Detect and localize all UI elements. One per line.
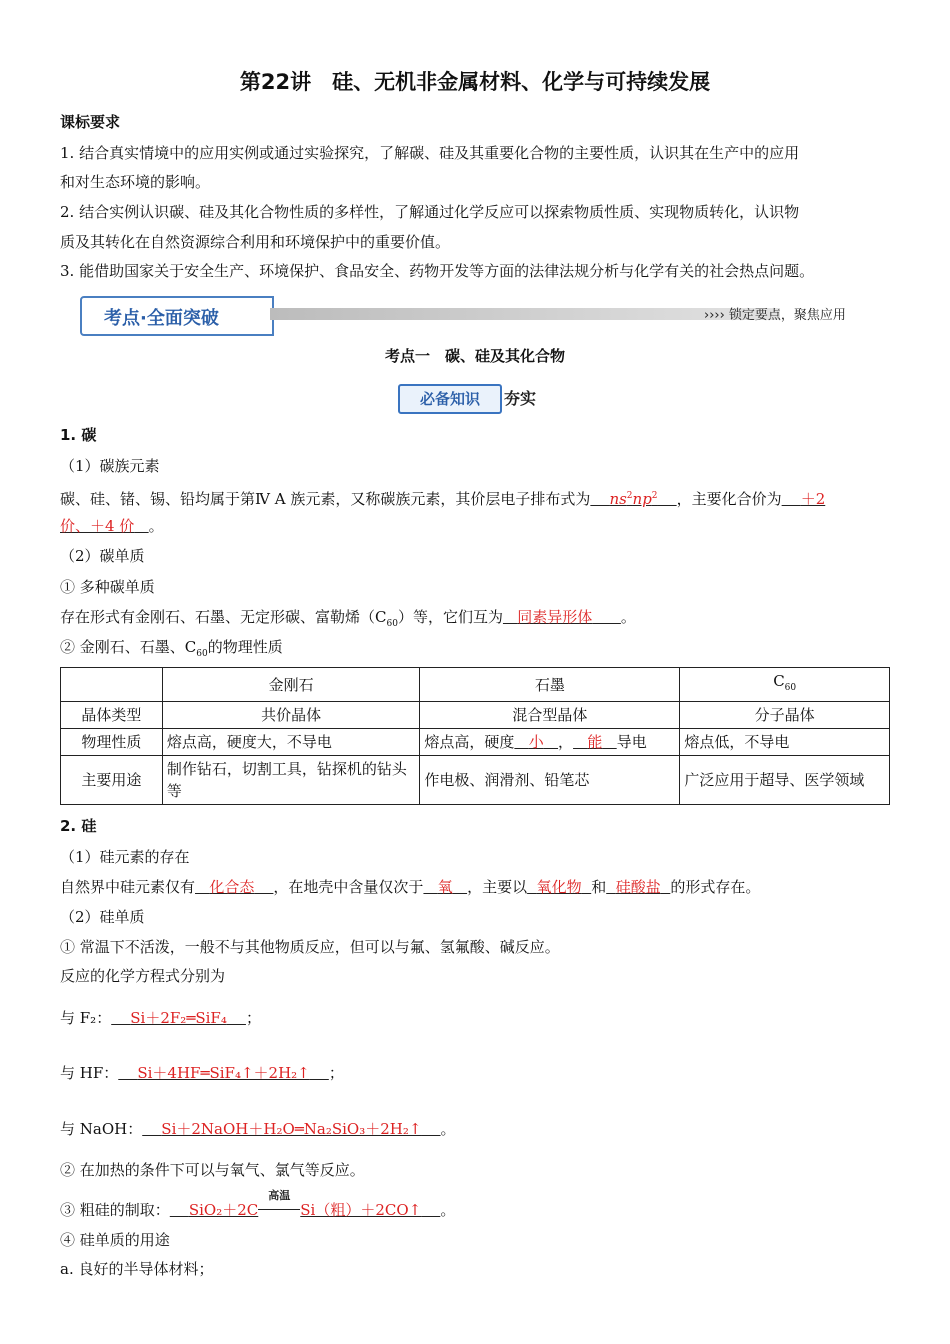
silicon-s2-2: ② 在加热的条件下可以与氧气、氯气等反应。: [60, 1161, 365, 1179]
text: 和: [591, 878, 607, 896]
text: 与 NaOH：: [60, 1120, 143, 1138]
answer: 化合态: [209, 878, 255, 896]
answer-blank: [503, 608, 621, 626]
table-cell: $C_{60}$: [680, 668, 890, 702]
answer-blank: [514, 733, 558, 751]
text: ③ 粗硅的制取：: [60, 1201, 170, 1219]
badge-suffix: 夯实: [504, 389, 537, 408]
carbon-s2-2: [60, 637, 890, 664]
answer: Si＋2F₂═SiF₄: [130, 1009, 227, 1027]
text: ，: [558, 733, 574, 751]
table-cell: 主要用途: [61, 756, 163, 805]
table-cell: 晶体类型: [61, 702, 163, 729]
section-title: 考点一 碳、硅及其化合物: [384, 347, 565, 365]
table-cell: 分子晶体: [680, 702, 890, 729]
text: 自然界中硅元素仅有: [60, 878, 196, 896]
equation-naoh: 与 NaOH： Si＋2NaOH＋H₂O═Na₂SiO₃＋2H₂↑ 。: [60, 1120, 456, 1138]
reaction-arrow: [258, 1189, 300, 1220]
answer: Si（粗）＋2CO↑: [300, 1201, 422, 1219]
table-cell: 物理性质: [61, 729, 163, 756]
answer-blank: [606, 878, 670, 896]
table-row: [61, 702, 890, 729]
curriculum-item: 1. 结合真实情境中的应用实例或通过实验探究，了解碳、硅及其重要化合物的主要性质，认识其在生产中的应用: [60, 144, 800, 162]
text: 熔点高，硬度: [424, 733, 515, 751]
answer: Si＋4HF═SiF₄↑＋2H₂↑: [137, 1064, 310, 1082]
carbon-s1: （1）碳族元素: [60, 457, 160, 475]
table-cell: 熔点低，不导电: [680, 729, 890, 756]
banner-tagline: ›››› 锁定要点，聚焦应用: [704, 308, 846, 323]
answer: 能: [587, 733, 603, 751]
carbon-s2: （2）碳单质: [60, 547, 145, 565]
text: 与 HF：: [60, 1064, 119, 1082]
table-row: [61, 729, 890, 756]
answer: np: [632, 490, 652, 508]
crude-silicon-equation: ③ 粗硅的制取： SiO₂＋2C 高温 Si（粗）＋2CO↑ 。: [60, 1200, 890, 1220]
table-row: [61, 756, 890, 805]
table-cell: 熔点高，硬度大，不导电: [162, 729, 420, 756]
answer-blank: [142, 1120, 440, 1138]
answer: ns: [609, 490, 627, 508]
answer-blank: [300, 1201, 440, 1219]
subscript: 60: [386, 619, 398, 629]
text: 碳、硅、锗、锡、铅均属于第Ⅳ A 族元素，又称碳族元素，其价层电子排布式为: [60, 490, 591, 508]
answer-blank: [118, 1064, 329, 1082]
answer: 氧: [437, 878, 453, 896]
carbon-p1-cont: [60, 516, 890, 536]
text: ，主要以: [467, 878, 528, 896]
silicon-heading: 2. 硅: [60, 817, 97, 835]
text: ，主要化合价为: [676, 490, 782, 508]
answer: 硅酸盐: [615, 878, 661, 896]
carbon-heading: 1. 碳: [60, 426, 97, 444]
answer: ＋2: [800, 490, 826, 508]
text: 的形式存在。: [670, 878, 761, 896]
silicon-s2: （2）硅单质: [60, 908, 145, 926]
page-title: 第22讲 硅、无机非金属材料、化学与可持续发展: [239, 70, 711, 94]
table-cell: 混合型晶体: [420, 702, 680, 729]
section-banner: [80, 296, 892, 332]
table-cell: 石墨: [420, 668, 680, 702]
silicon-s1: （1）硅元素的存在: [60, 848, 190, 866]
answer-blank: [170, 1201, 258, 1219]
badge-label: 必备知识: [398, 384, 502, 414]
silicon-s2-4: ④ 硅单质的用途: [60, 1231, 170, 1249]
answer-blank: [60, 517, 149, 535]
text: ，在地壳中含量仅次于: [273, 878, 424, 896]
table-cell: 制作钻石，切割工具，钻探机的钻头等: [162, 756, 420, 805]
answer: 小: [528, 733, 544, 751]
table-cell: 共价晶体: [162, 702, 420, 729]
answer-sup: 2: [651, 491, 658, 501]
answer-blank: [590, 490, 676, 508]
table-header-row: [61, 668, 890, 702]
banner-title: 考点·全面突破: [104, 308, 219, 329]
curriculum-item: 和对生态环境的影响。: [60, 173, 211, 191]
silicon-p1: [60, 877, 890, 897]
text: 与 F₂：: [60, 1009, 112, 1027]
text: 导电: [616, 733, 647, 751]
answer-blank: [195, 878, 273, 896]
answer: SiO₂＋2C: [188, 1201, 259, 1219]
silicon-s2-1: ① 常温下不活泼，一般不与其他物质反应，但可以与氟、氢氟酸、碱反应。: [60, 938, 560, 956]
text: ② 金刚石、石墨、C: [60, 638, 197, 656]
answer-blank: [782, 490, 826, 508]
answer-blank: [527, 878, 591, 896]
silicon-s2-1b: 反应的化学方程式分别为: [60, 967, 226, 985]
answer-blank: [111, 1009, 246, 1027]
curriculum-item: 3. 能借助国家关于安全生产、环境保护、食品安全、药物开发等方面的法律法规分析与化学有关的社会热点问题。: [60, 262, 815, 280]
text: 存在形式有金刚石、石墨、无定形碳、富勒烯（C: [60, 608, 387, 626]
answer-blank: [573, 733, 617, 751]
carbon-p1: [60, 486, 890, 509]
subscript: 60: [196, 649, 208, 659]
text: 。: [148, 517, 164, 535]
text: ）等，它们互为: [397, 608, 503, 626]
curriculum-heading: 课标要求: [60, 113, 121, 131]
curriculum-item: 质及其转化在自然资源综合利用和环境保护中的重要价值。: [60, 233, 451, 251]
text: 的物理性质: [207, 638, 283, 656]
table-cell: [420, 729, 680, 756]
equation-f2: 与 F₂： Si＋2F₂═SiF₄ ；: [60, 1009, 261, 1027]
text: 。: [620, 608, 636, 626]
curriculum-item: 2. 结合实例认识碳、硅及其化合物性质的多样性，了解通过化学反应可以探索物质性质、实现物质转化，认识物: [60, 203, 800, 221]
carbon-p2: [60, 607, 890, 634]
table-cell: 作电极、润滑剂、铅笔芯: [420, 756, 680, 805]
answer: 同素异形体: [517, 608, 593, 626]
carbon-s2-1: ① 多种碳单质: [60, 578, 155, 596]
banner-left-box: [80, 296, 274, 336]
table-cell: 金刚石: [162, 668, 420, 702]
answer: 氧化物: [536, 878, 582, 896]
answer: 价、＋4 价: [60, 517, 135, 535]
arrow-line: [258, 1209, 300, 1210]
answer-sup: 2: [626, 491, 633, 501]
table-cell: 广泛应用于超导、医学领域: [680, 756, 890, 805]
table-cell: [61, 668, 163, 702]
answer: Si＋2NaOH＋H₂O═Na₂SiO₃＋2H₂↑: [161, 1120, 422, 1138]
knowledge-badge: [398, 384, 550, 412]
carbon-properties-table: [60, 667, 890, 805]
answer-blank: [423, 878, 467, 896]
silicon-s2-4a: a. 良好的半导体材料；: [60, 1260, 214, 1278]
reaction-condition: 高温: [268, 1189, 291, 1202]
equation-hf: 与 HF： Si＋4HF═SiF₄↑＋2H₂↑ ；: [60, 1064, 344, 1082]
